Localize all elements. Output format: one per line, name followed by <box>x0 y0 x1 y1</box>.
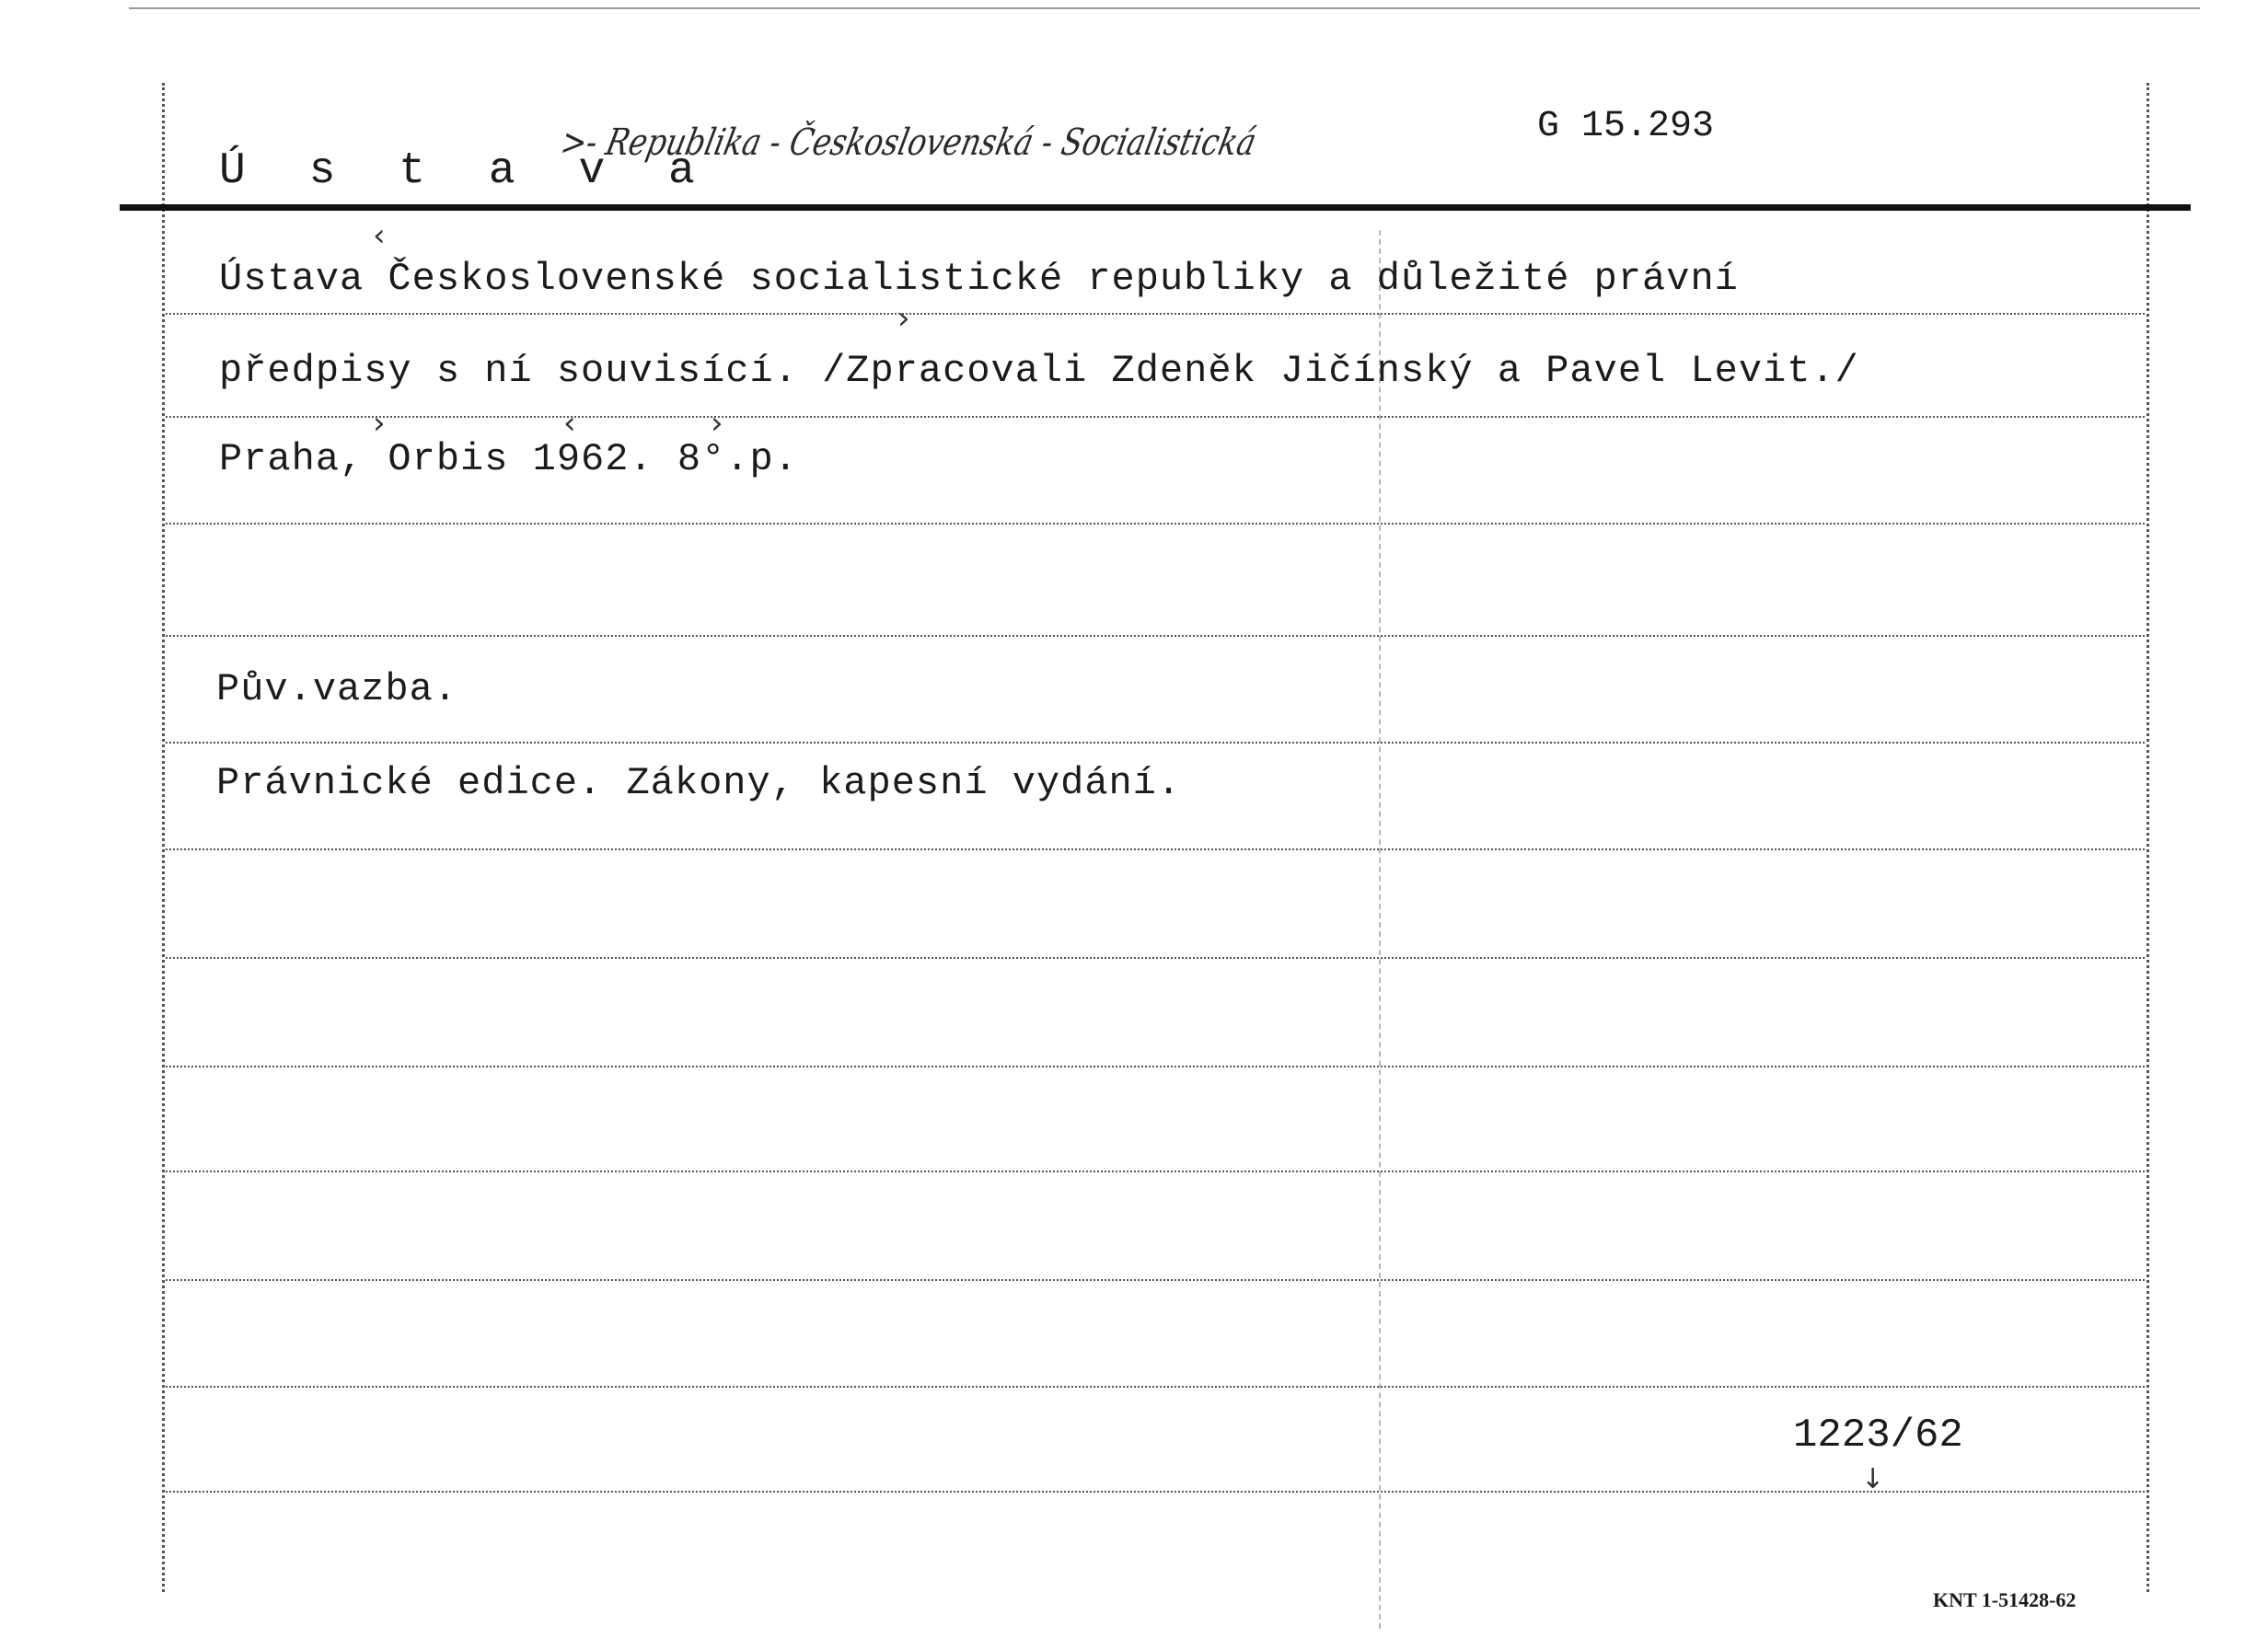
edit-mark-icon: ‹ <box>373 217 386 254</box>
title-line-2: předpisy s ní souvisící. /Zpracovali Zdeněk Jičínský a Pavel Levit./ <box>219 349 1859 393</box>
edit-mark-icon: ↓ <box>1861 1463 1885 1495</box>
edit-mark-icon: › <box>373 405 386 442</box>
ruling-line <box>166 742 2145 744</box>
edit-mark-icon: › <box>897 300 910 337</box>
title-line-1: Ústava Československé socialistické republiky a důležité právní <box>219 257 1739 301</box>
card-center-guide <box>1379 230 1381 1629</box>
edit-mark-icon: › <box>711 405 723 442</box>
binding-note: Pův.vazba. <box>216 667 458 711</box>
ruling-line <box>166 1279 2145 1281</box>
series-note: Právnické edice. Zákony, kapesní vydání. <box>216 761 1182 805</box>
card-heading: Ú s t a v a <box>219 146 713 196</box>
shelf-mark: G 15.293 <box>1537 106 1715 147</box>
handwritten-subject: >- Republika - Československá - Socialistická <box>557 121 1260 164</box>
ruling-line <box>166 523 2145 525</box>
edit-mark-icon: ‹ <box>563 405 576 442</box>
ruling-line <box>166 416 2145 418</box>
ruling-line <box>166 1171 2145 1172</box>
header-rule <box>120 204 2191 211</box>
card-top-border <box>129 7 2200 9</box>
imprint-line: Praha, Orbis 1962. 8°.p. <box>219 437 798 481</box>
ruling-line <box>166 1491 2145 1493</box>
ruling-line <box>166 957 2145 959</box>
accession-number: 1223/62 <box>1793 1413 1963 1459</box>
ruling-line <box>166 635 2145 637</box>
ruling-line <box>166 313 2145 315</box>
card-left-border <box>162 83 165 1592</box>
print-code: KNT 1-51428-62 <box>1933 1588 2077 1611</box>
ruling-line <box>166 848 2145 850</box>
ruling-line <box>166 1386 2145 1388</box>
card-right-border <box>2146 83 2149 1592</box>
ruling-line <box>166 1066 2145 1067</box>
